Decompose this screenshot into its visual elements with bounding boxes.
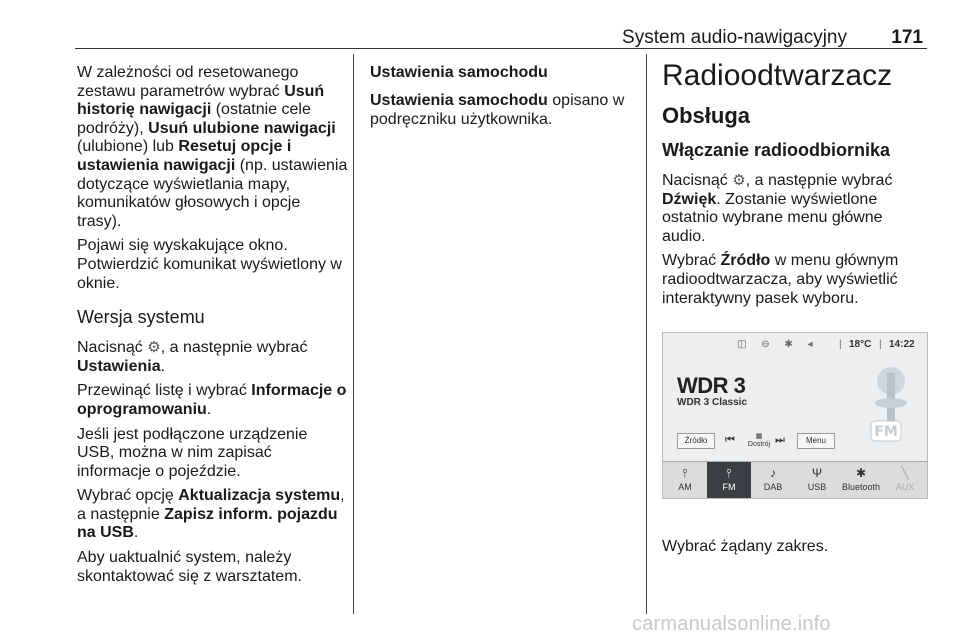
paragraph: Pojawi się wyskakujące okno. Potwierdzić komunikat wyświetlony w oknie. xyxy=(77,237,342,292)
chapter-title: System audio-nawigacyjny xyxy=(622,27,847,48)
seek-back-icon[interactable]: ⏮ xyxy=(725,434,735,446)
seek-forward-icon[interactable]: ⏭ xyxy=(775,434,785,446)
status-icons: ◫ ⊖ ✱ ◂ xyxy=(737,339,819,350)
section-heading: Obsługa xyxy=(662,103,751,128)
station-subtitle: WDR 3 Classic xyxy=(677,397,748,408)
page-header xyxy=(75,28,927,49)
paragraph: Wybrać opcję Aktualizacja systemu, a następnie Zapisz inform. pojazdu na USB. xyxy=(77,487,345,542)
paragraph: Nacisnąć ⚙, a następnie wybrać Ustawienia. xyxy=(77,339,308,375)
paragraph: Nacisnąć ⚙, a następnie wybrać Dźwięk. Zostanie wyświetlone ostatnio wybrane menu główne audio. xyxy=(662,172,893,245)
gear-icon: ⚙ xyxy=(147,339,161,357)
gear-icon: ⚙ xyxy=(732,172,746,189)
fm-tower-icon xyxy=(853,363,919,449)
column-divider xyxy=(353,54,354,614)
band-fm[interactable]: ⫯ FM xyxy=(707,462,751,498)
section-heading: Wersja systemu xyxy=(77,307,205,328)
band-aux: ╲ AUX xyxy=(883,462,927,498)
paragraph: Przewinąć listę i wybrać Informacje o oprogramowaniu. xyxy=(77,382,347,418)
clock: 14:22 xyxy=(889,339,915,350)
dab-icon: ♪ xyxy=(770,466,776,480)
fm-badge: FM xyxy=(874,424,898,440)
status-bar: ◫ ⊖ ✱ ◂ | 18°C | 14:22 xyxy=(737,339,915,350)
tune-button[interactable]: ▦ Dostrój xyxy=(747,433,771,448)
band-usb[interactable]: Ψ USB xyxy=(795,462,839,498)
bluetooth-icon: ✱ xyxy=(855,466,867,480)
band-am[interactable]: ⫯ AM xyxy=(663,462,707,498)
column-left xyxy=(77,64,349,592)
paragraph: Jeśli jest podłączone urządzenie USB, można w nim zapisać informacje o pojeździe. xyxy=(77,425,308,480)
column-middle xyxy=(370,64,638,135)
column-divider xyxy=(646,54,647,614)
chapter-heading: Radioodtwarzacz xyxy=(662,59,893,92)
page-number: 171 xyxy=(891,27,923,48)
paragraph: W zależności od resetowanego zestawu parametrów wybrać Usuń historię nawigacji (ostatnie cele podróży), Usuń ulubione nawigacji (ulubione) lub Resetuj opcje i ustawienia nawigacji (np. ustawienia dotyczące wyświetlania mapy, komunikatów głosowych i opcje trasy). xyxy=(77,64,348,230)
aux-icon: ╲ xyxy=(901,466,909,480)
band-selector xyxy=(663,461,927,498)
column-right xyxy=(662,59,930,314)
band-dab[interactable]: ♪ DAB xyxy=(751,462,795,498)
radio-screen-figure xyxy=(662,332,928,499)
menu-button[interactable]: Menu xyxy=(797,433,835,449)
antenna-icon: ⫯ xyxy=(726,466,732,480)
paragraph: Wybrać Źródło w menu głównym radioodtwarzacza, aby wyświetlić interaktywny pasek wyboru. xyxy=(662,252,899,307)
tune-icon: ▦ xyxy=(755,433,763,440)
subsection-heading: Włączanie radioodbiornika xyxy=(662,140,891,160)
temperature: 18°C xyxy=(849,339,872,350)
station-name: WDR 3 xyxy=(677,373,746,398)
watermark: carmanualsonline.info xyxy=(632,613,831,635)
paragraph: Ustawienia samochodu opisano w podręczniku użytkownika. xyxy=(370,92,625,128)
usb-icon: Ψ xyxy=(811,466,823,480)
source-button[interactable]: Źródło xyxy=(677,433,715,449)
figure-caption: Wybrać żądany zakres. xyxy=(662,538,829,555)
band-bluetooth[interactable]: ✱ Bluetooth xyxy=(839,462,883,498)
antenna-icon: ⫯ xyxy=(682,466,688,480)
section-heading: Ustawienia samochodu xyxy=(370,64,548,81)
paragraph: Aby uaktualnić system, należy skontaktować się z warsztatem. xyxy=(77,549,302,585)
